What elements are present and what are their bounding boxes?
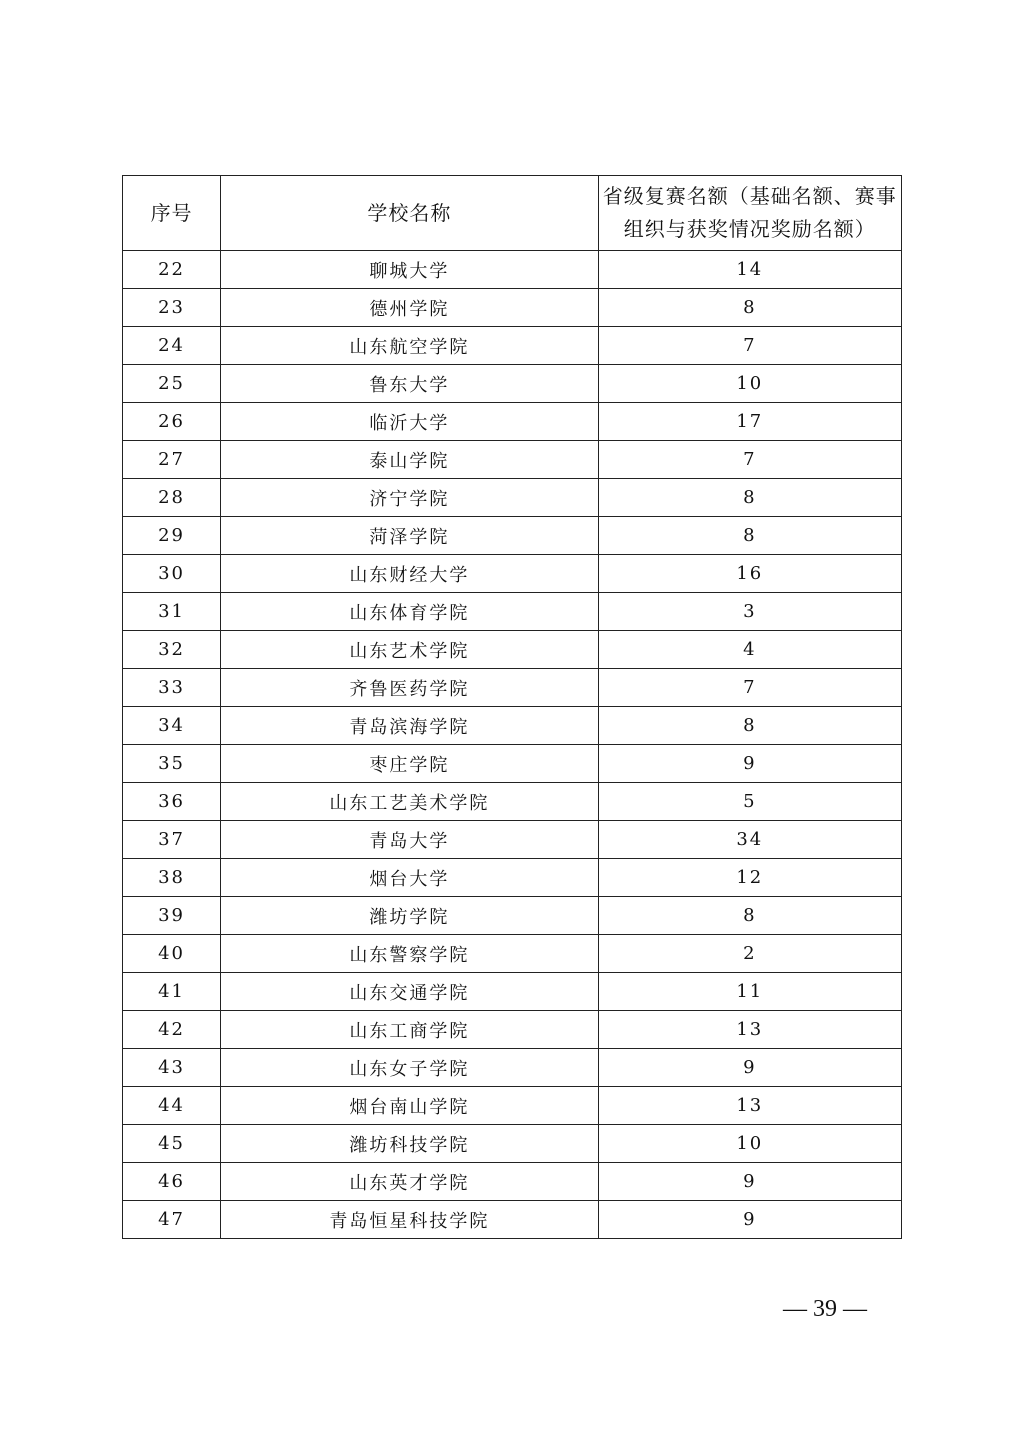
table-header-row (123, 176, 902, 251)
quota-cell: 8 (598, 479, 901, 517)
school-name-cell: 德州学院 (221, 289, 598, 327)
quota-cell: 14 (598, 251, 901, 289)
school-name-cell: 潍坊学院 (221, 897, 598, 935)
quota-cell: 16 (598, 555, 901, 593)
row-number-cell: 40 (123, 935, 221, 973)
table-row (123, 783, 902, 821)
table-row (123, 631, 902, 669)
row-number-cell: 32 (123, 631, 221, 669)
school-name-cell: 山东工艺美术学院 (221, 783, 598, 821)
table-row (123, 593, 902, 631)
table-row (123, 327, 902, 365)
quota-cell: 7 (598, 441, 901, 479)
table-row (123, 555, 902, 593)
school-name-cell: 鲁东大学 (221, 365, 598, 403)
quota-cell: 2 (598, 935, 901, 973)
row-number-cell: 46 (123, 1163, 221, 1201)
table-row (123, 289, 902, 327)
header-quota: 省级复赛名额（基础名额、赛事组织与获奖情况奖励名额） (598, 176, 901, 251)
table-row (123, 251, 902, 289)
row-number-cell: 38 (123, 859, 221, 897)
row-number-cell: 39 (123, 897, 221, 935)
row-number-cell: 22 (123, 251, 221, 289)
row-number-cell: 30 (123, 555, 221, 593)
table-row (123, 517, 902, 555)
school-name-cell: 山东英才学院 (221, 1163, 598, 1201)
quota-cell: 13 (598, 1087, 901, 1125)
school-name-cell: 烟台大学 (221, 859, 598, 897)
row-number-cell: 43 (123, 1049, 221, 1087)
school-name-cell: 济宁学院 (221, 479, 598, 517)
school-name-cell: 青岛恒星科技学院 (221, 1201, 598, 1239)
page-number: — 39 — (783, 1296, 867, 1322)
table-row (123, 1087, 902, 1125)
header-no: 序号 (123, 176, 221, 251)
table-body (123, 251, 902, 1239)
table-row (123, 669, 902, 707)
table-row (123, 1201, 902, 1239)
quota-cell: 13 (598, 1011, 901, 1049)
school-name-cell: 山东工商学院 (221, 1011, 598, 1049)
table-row (123, 365, 902, 403)
school-name-cell: 菏泽学院 (221, 517, 598, 555)
row-number-cell: 42 (123, 1011, 221, 1049)
school-name-cell: 枣庄学院 (221, 745, 598, 783)
quota-cell: 8 (598, 897, 901, 935)
header-school-name: 学校名称 (221, 176, 598, 251)
quota-cell: 17 (598, 403, 901, 441)
row-number-cell: 27 (123, 441, 221, 479)
quota-cell: 9 (598, 1201, 901, 1239)
quota-cell: 9 (598, 745, 901, 783)
table-row (123, 707, 902, 745)
school-name-cell: 山东警察学院 (221, 935, 598, 973)
row-number-cell: 24 (123, 327, 221, 365)
row-number-cell: 36 (123, 783, 221, 821)
quota-cell: 8 (598, 289, 901, 327)
quota-table (122, 175, 902, 1239)
table-row (123, 859, 902, 897)
quota-cell: 11 (598, 973, 901, 1011)
school-name-cell: 青岛大学 (221, 821, 598, 859)
quota-cell: 8 (598, 517, 901, 555)
table-row (123, 935, 902, 973)
row-number-cell: 37 (123, 821, 221, 859)
table-row (123, 1049, 902, 1087)
quota-cell: 10 (598, 1125, 901, 1163)
quota-cell: 9 (598, 1163, 901, 1201)
table-row (123, 441, 902, 479)
school-name-cell: 山东艺术学院 (221, 631, 598, 669)
row-number-cell: 29 (123, 517, 221, 555)
row-number-cell: 26 (123, 403, 221, 441)
quota-cell: 8 (598, 707, 901, 745)
quota-cell: 10 (598, 365, 901, 403)
table-row (123, 1011, 902, 1049)
quota-cell: 12 (598, 859, 901, 897)
school-name-cell: 山东女子学院 (221, 1049, 598, 1087)
quota-cell: 9 (598, 1049, 901, 1087)
row-number-cell: 35 (123, 745, 221, 783)
quota-cell: 7 (598, 327, 901, 365)
table-row (123, 403, 902, 441)
table-row (123, 1125, 902, 1163)
table-row (123, 479, 902, 517)
school-name-cell: 临沂大学 (221, 403, 598, 441)
quota-cell: 34 (598, 821, 901, 859)
school-name-cell: 山东航空学院 (221, 327, 598, 365)
table-row (123, 745, 902, 783)
row-number-cell: 25 (123, 365, 221, 403)
row-number-cell: 23 (123, 289, 221, 327)
school-name-cell: 齐鲁医药学院 (221, 669, 598, 707)
row-number-cell: 45 (123, 1125, 221, 1163)
row-number-cell: 34 (123, 707, 221, 745)
row-number-cell: 41 (123, 973, 221, 1011)
row-number-cell: 44 (123, 1087, 221, 1125)
quota-cell: 3 (598, 593, 901, 631)
table-row (123, 1163, 902, 1201)
row-number-cell: 28 (123, 479, 221, 517)
school-name-cell: 山东财经大学 (221, 555, 598, 593)
row-number-cell: 31 (123, 593, 221, 631)
row-number-cell: 47 (123, 1201, 221, 1239)
table-row (123, 973, 902, 1011)
quota-cell: 7 (598, 669, 901, 707)
school-name-cell: 聊城大学 (221, 251, 598, 289)
school-name-cell: 山东体育学院 (221, 593, 598, 631)
quota-cell: 4 (598, 631, 901, 669)
table-row (123, 897, 902, 935)
school-name-cell: 烟台南山学院 (221, 1087, 598, 1125)
school-name-cell: 潍坊科技学院 (221, 1125, 598, 1163)
table-row (123, 821, 902, 859)
quota-cell: 5 (598, 783, 901, 821)
row-number-cell: 33 (123, 669, 221, 707)
school-name-cell: 山东交通学院 (221, 973, 598, 1011)
school-name-cell: 泰山学院 (221, 441, 598, 479)
school-name-cell: 青岛滨海学院 (221, 707, 598, 745)
